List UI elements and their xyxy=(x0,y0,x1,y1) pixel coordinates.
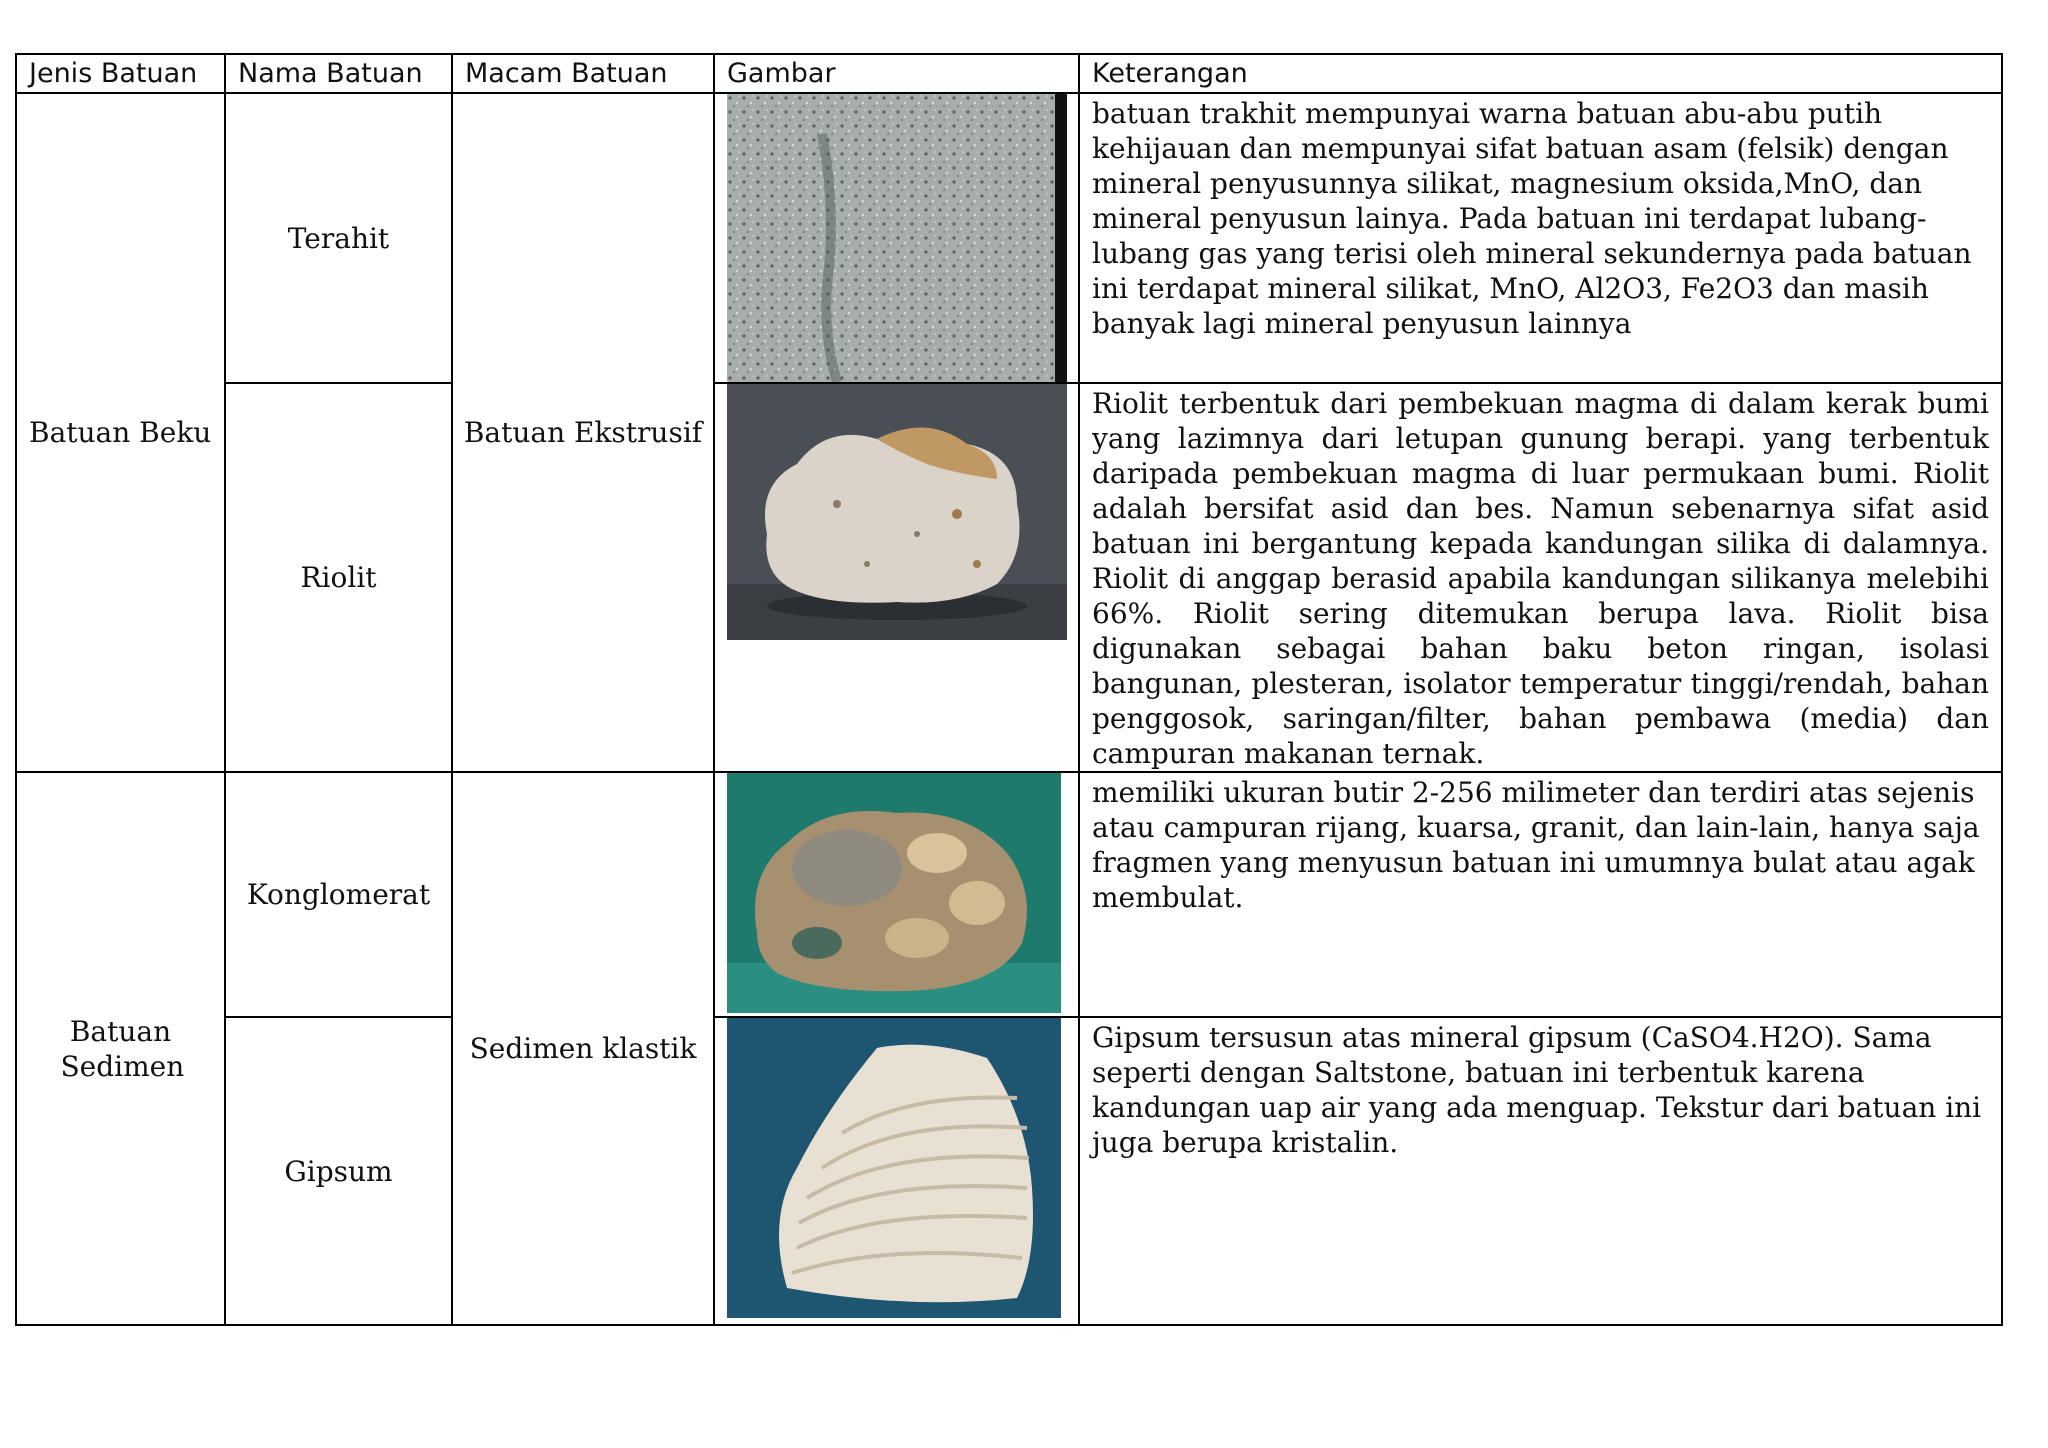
nama-batuan-cell xyxy=(225,1017,452,1325)
jenis-batuan-label: Batuan Beku xyxy=(29,416,212,449)
nama-batuan-cell xyxy=(225,93,452,383)
jenis-batuan-label: Batuan Sedimen xyxy=(60,1014,185,1083)
nama-batuan-label: Konglomerat xyxy=(246,878,431,911)
table-row xyxy=(16,1017,2002,1325)
header-nama-batuan: Nama Batuan xyxy=(225,54,452,93)
gambar-cell xyxy=(714,383,1079,772)
jenis-batuan-cell xyxy=(16,772,225,1325)
macam-batuan-cell xyxy=(452,93,714,772)
table-header-row xyxy=(16,54,2002,93)
keterangan-text: Riolit terbentuk dari pembekuan magma di dalam kerak bumi yang lazimnya dari letupan gunung berapi. yang terbentuk daripada pembekuan magma di luar permukaan bumi. Riolit adalah bersifat asid dan bes. Namun sebenarnya sifat asid batuan ini bergantung kepada kandungan silika di dalamnya. Riolit di anggap berasid apabila kandungan silikanya melebihi 66%. Riolit sering ditemukan berupa lava. Riolit bisa digunakan sebagai bahan baku beton ringan, isolasi bangunan, plesteran, isolator temperatur tinggi/rendah, bahan penggosok, saringan/filter, bahan pembawa (media) dan campuran makanan ternak. xyxy=(1092,387,1989,770)
gambar-cell xyxy=(714,772,1079,1017)
header-macam-batuan: Macam Batuan xyxy=(452,54,714,93)
nama-batuan-cell xyxy=(225,772,452,1017)
header-gambar: Gambar xyxy=(714,54,1079,93)
nama-batuan-label: Riolit xyxy=(300,561,377,594)
gambar-cell xyxy=(714,93,1079,383)
gray-speckled-rock-photo-icon xyxy=(727,94,1067,382)
keterangan-cell xyxy=(1079,1017,2002,1325)
porous-rhyolite-rock-photo-icon xyxy=(727,384,1067,640)
nama-batuan-label: Gipsum xyxy=(284,1154,393,1188)
keterangan-text: batuan trakhit mempunyai warna batuan abu-abu putih kehijauan dan mempunyai sifat batuan asam (felsik) dengan mineral penyusunnya silikat, magnesium oksida,MnO, dan mineral penyusun lainya. Pada batuan ini terdapat lubang-lubang gas yang terisi oleh mineral sekundernya pada batuan ini terdapat mineral silikat, MnO, Al2O3, Fe2O3 dan masih banyak lagi mineral penyusun lainnya xyxy=(1092,97,1972,340)
keterangan-cell xyxy=(1079,772,2002,1017)
macam-batuan-cell xyxy=(452,772,714,1325)
table-row xyxy=(16,93,2002,383)
keterangan-cell xyxy=(1079,383,2002,772)
header-jenis-batuan: Jenis Batuan xyxy=(16,54,225,93)
keterangan-cell xyxy=(1079,93,2002,383)
keterangan-text: Gipsum tersusun atas mineral gipsum (CaSO4.H2O). Sama seperti dengan Saltstone, batuan ini terbentuk karena kandungan uap air yang ada menguap. Tekstur dari batuan ini juga berupa kristalin. xyxy=(1092,1021,1982,1159)
header-keterangan: Keterangan xyxy=(1079,54,2002,93)
jenis-batuan-cell xyxy=(16,93,225,772)
nama-batuan-label: Terahit xyxy=(287,221,390,255)
rock-classification-table xyxy=(15,53,2003,1326)
table-row xyxy=(16,772,2002,1017)
banded-gypsum-rock-photo-icon xyxy=(727,1018,1061,1318)
gambar-cell xyxy=(714,1017,1079,1325)
nama-batuan-cell xyxy=(225,383,452,772)
table-row xyxy=(16,383,2002,772)
keterangan-text: memiliki ukuran butir 2-256 milimeter dan terdiri atas sejenis atau campuran rijang, kuarsa, granit, dan lain-lain, hanya saja fragmen yang menyusun batuan ini umumnya bulat atau agak membulat. xyxy=(1092,776,1980,914)
macam-batuan-label: Batuan Ekstrusif xyxy=(463,416,703,449)
macam-batuan-label: Sedimen klastik xyxy=(469,1032,697,1065)
conglomerate-rock-photo-icon xyxy=(727,773,1061,1013)
